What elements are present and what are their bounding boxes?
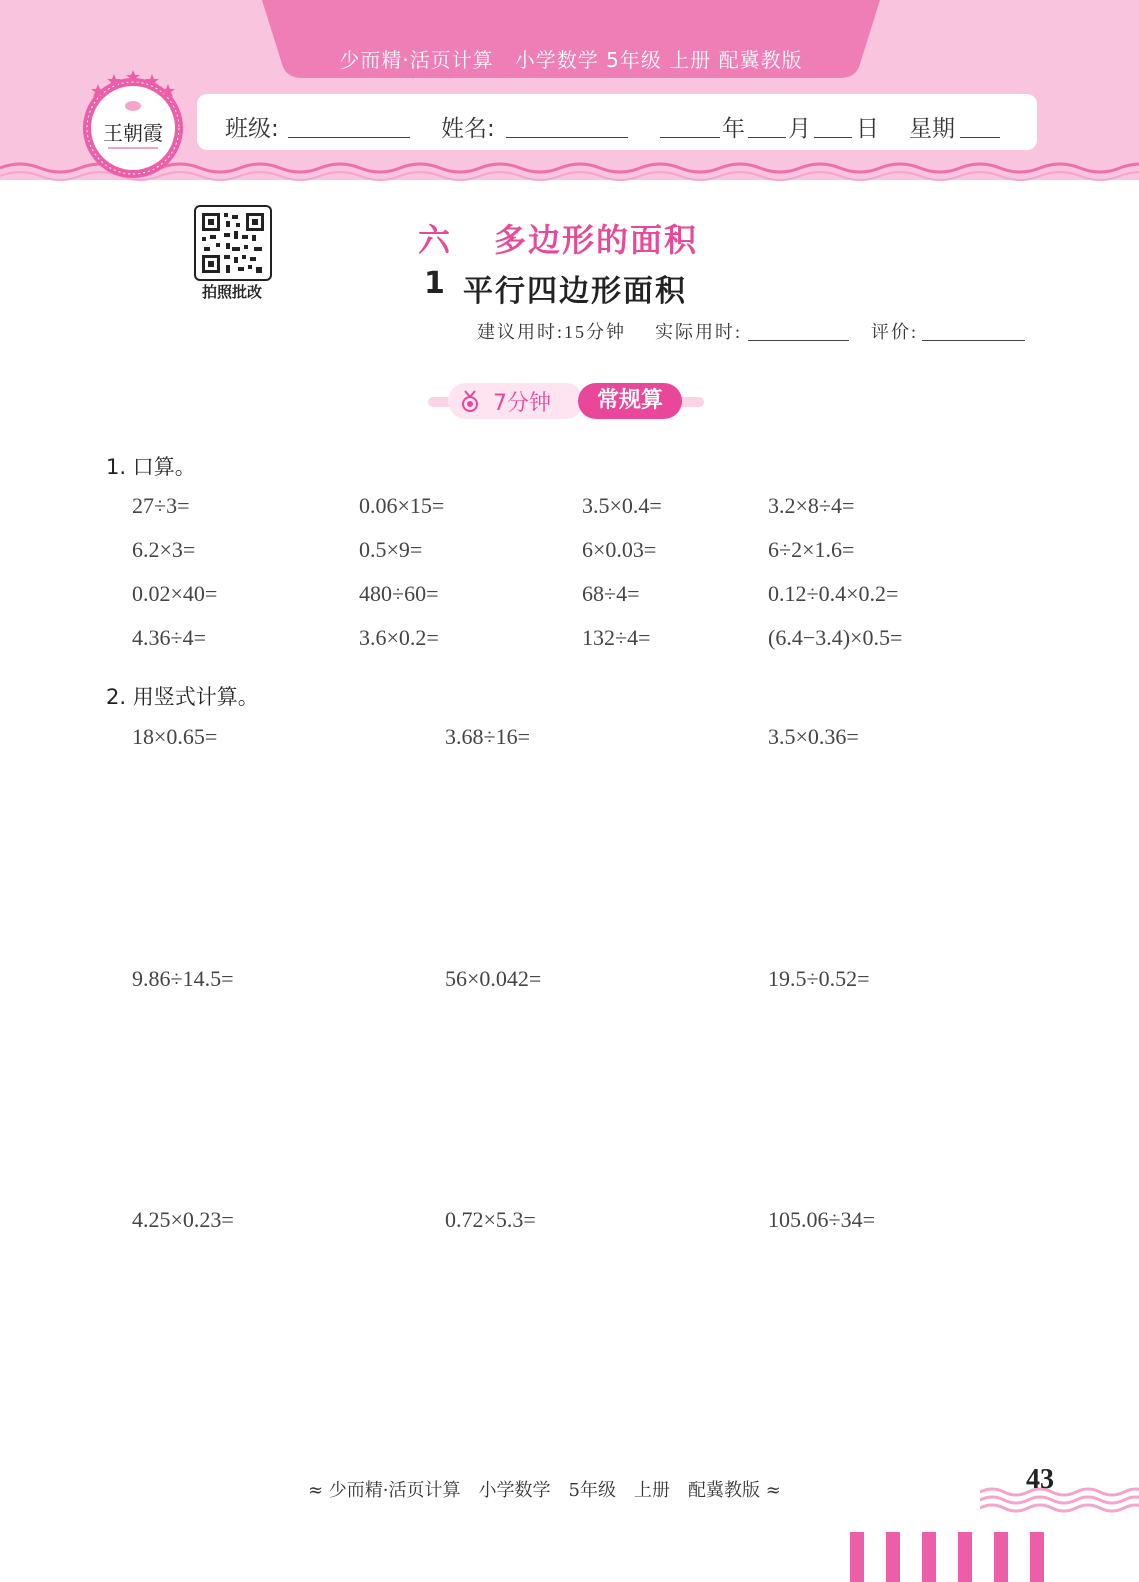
decor-bar xyxy=(850,1532,864,1582)
decor-bar xyxy=(1030,1532,1044,1582)
section-title: 平行四边形面积 xyxy=(463,274,687,309)
q2-expr: 9.86÷14.5= xyxy=(132,966,234,991)
decor-bar xyxy=(958,1532,972,1582)
rating-field[interactable] xyxy=(922,340,1025,341)
q2-expr: 4.25×0.23= xyxy=(132,1207,234,1232)
q1-expr: (6.4−3.4)×0.5= xyxy=(768,625,903,650)
q1-expr: 6.2×3= xyxy=(132,537,196,562)
q2-expr: 3.68÷16= xyxy=(445,724,530,749)
rating-label: 评价: xyxy=(871,322,919,342)
decor-bar xyxy=(886,1532,900,1582)
chapter-number: 六 xyxy=(418,221,451,259)
month-field[interactable] xyxy=(748,137,786,138)
actual-time-field[interactable] xyxy=(748,340,849,341)
day-field[interactable] xyxy=(814,137,852,138)
q2-expr: 18×0.65= xyxy=(132,724,218,749)
q1-expr: 3.2×8÷4= xyxy=(768,493,855,518)
year-label: 年 xyxy=(722,116,745,142)
class-label: 班级: xyxy=(225,116,279,142)
q2-expr: 105.06÷34= xyxy=(768,1207,875,1232)
q1-expr: 4.36÷4= xyxy=(132,625,206,650)
q2-expr: 19.5÷0.52= xyxy=(768,966,870,991)
publisher-logo xyxy=(78,68,188,180)
q1-expr: 0.02×40= xyxy=(132,581,218,606)
q2-title: 2. 用竖式计算。 xyxy=(106,685,259,709)
page-number: 43 xyxy=(1026,1464,1054,1495)
suggested-time: 建议用时:15分钟 xyxy=(477,322,627,342)
weekday-field[interactable] xyxy=(960,137,1000,138)
timer-type-badge: 常规算 xyxy=(578,383,682,419)
class-field[interactable] xyxy=(288,137,410,138)
q1-expr: 6÷2×1.6= xyxy=(768,537,855,562)
month-label: 月 xyxy=(788,116,811,142)
chapter-title: 多边形的面积 xyxy=(494,221,699,259)
footer-series-title: ≈ 少而精·活页计算 小学数学 5年级 上册 配冀教版 ≈ xyxy=(308,1480,781,1501)
actual-time-label: 实际用时: xyxy=(655,322,743,342)
q1-expr: 0.12÷0.4×0.2= xyxy=(768,581,899,606)
decor-bar xyxy=(922,1532,936,1582)
q1-expr: 480÷60= xyxy=(359,581,439,606)
q2-expr: 56×0.042= xyxy=(445,966,542,991)
footer-wave xyxy=(980,1478,1139,1520)
logo-text: 王朝霞 xyxy=(103,121,163,145)
timer-minutes: 7分钟 xyxy=(493,391,551,416)
weekday-label: 星期 xyxy=(909,116,955,142)
q1-expr: 0.06×15= xyxy=(359,493,445,518)
q1-expr: 132÷4= xyxy=(582,625,651,650)
decor-bar xyxy=(994,1532,1008,1582)
q1-expr: 6×0.03= xyxy=(582,537,657,562)
q1-title: 1. 口算。 xyxy=(106,455,196,479)
q2-expr: 0.72×5.3= xyxy=(445,1207,536,1232)
q1-expr: 68÷4= xyxy=(582,581,640,606)
q1-expr: 27÷3= xyxy=(132,493,190,518)
medal-icon xyxy=(458,389,482,413)
section-number: 1 xyxy=(424,266,445,301)
day-label: 日 xyxy=(856,116,879,142)
q1-expr: 3.6×0.2= xyxy=(359,625,439,650)
name-field[interactable] xyxy=(506,137,628,138)
qr-code[interactable] xyxy=(194,205,272,281)
q2-expr: 3.5×0.36= xyxy=(768,724,859,749)
qr-label: 拍照批改 xyxy=(201,283,262,301)
year-field[interactable] xyxy=(660,137,720,138)
series-title: 少而精·活页计算 小学数学 5年级 上册 配冀教版 xyxy=(339,48,803,72)
q1-expr: 0.5×9= xyxy=(359,537,423,562)
q1-expr: 3.5×0.4= xyxy=(582,493,662,518)
name-label: 姓名: xyxy=(441,116,495,142)
